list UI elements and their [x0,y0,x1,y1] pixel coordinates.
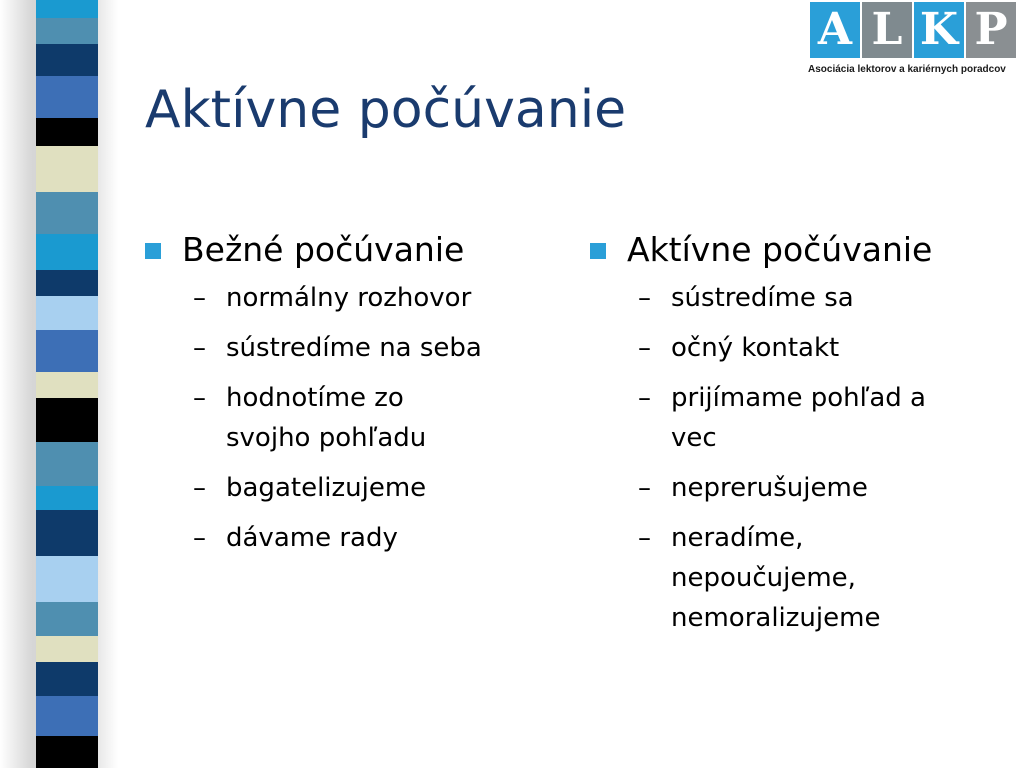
stripe-segment [36,486,98,510]
stripe-segment [36,602,98,636]
list-item-text: sústredíme na seba [226,333,482,363]
dash-marker: – [193,383,206,413]
dash-marker: – [193,283,206,313]
dash-marker: – [638,383,651,413]
list-item [145,278,545,318]
stripe-segment [36,736,98,768]
logo-tile: A [810,2,860,58]
stripe-segment [36,118,98,146]
dash-marker: – [193,333,206,363]
dash-marker: – [638,523,651,553]
list-item [590,378,990,458]
column-heading-text: Bežné počúvanie [182,230,465,269]
list-item [590,278,990,318]
column-heading [145,228,545,272]
column-list [145,278,545,558]
stripe-segment [36,330,98,372]
list-item-text: normálny rozhovor [226,283,472,313]
column-heading-text: Aktívne počúvanie [627,230,933,269]
stripe-segment [36,372,98,398]
logo-tile: L [862,2,912,58]
column-left [145,228,545,568]
dash-marker: – [638,333,651,363]
list-item [145,378,545,458]
alkp-logo [808,2,1024,80]
column-heading [590,228,990,272]
list-item-text: bagatelizujeme [226,473,427,503]
list-item [590,328,990,368]
square-bullet-icon [590,243,606,259]
list-item-text: dávame rady [226,523,398,553]
list-item-text: sústredíme sa [671,283,854,313]
logo-tile: K [914,2,964,58]
stripe-segment [36,270,98,296]
stripe-segment [36,146,98,192]
decorative-stripe [36,0,98,768]
square-bullet-icon [145,243,161,259]
stripe-segment [36,398,98,442]
stripe-segment [36,556,98,602]
dash-marker: – [193,473,206,503]
stripe-segment [36,696,98,736]
stripe-segment [36,76,98,118]
slide-title: Aktívne počúvanie [145,80,627,140]
list-item [145,518,545,558]
list-item-text: neradíme, nepoučujeme, nemoralizujeme [671,523,881,633]
stripe-segment [36,18,98,44]
stripe-segment [36,0,98,18]
dash-marker: – [193,523,206,553]
column-right [590,228,990,648]
stripe-segment [36,234,98,270]
stripe-segment [36,442,98,486]
stripe-segment [36,662,98,696]
list-item-text: prijímame pohľad a vec [671,383,926,453]
logo-tile: P [966,2,1016,58]
list-item [590,518,990,638]
stripe-segment [36,296,98,330]
list-item [145,468,545,508]
stripe-segment [36,192,98,234]
dash-marker: – [638,283,651,313]
list-item-text: neprerušujeme [671,473,868,503]
logo-subtitle: Asociácia lektorov a kariérnych poradcov [808,64,1006,75]
list-item [145,328,545,368]
stripe-segment [36,44,98,76]
list-item-text: očný kontakt [671,333,840,363]
column-list [590,278,990,638]
stripe-segment [36,510,98,556]
dash-marker: – [638,473,651,503]
list-item-text: hodnotíme zo svojho pohľadu [226,383,427,453]
list-item [590,468,990,508]
stripe-segment [36,636,98,662]
